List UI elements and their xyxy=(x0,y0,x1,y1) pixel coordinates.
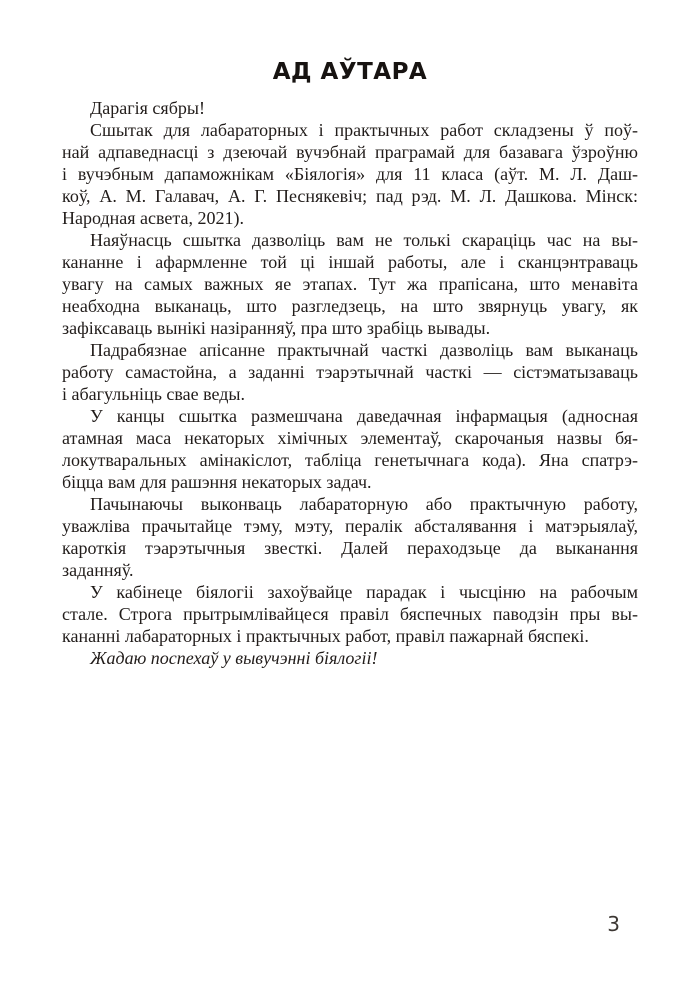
text-line: заданняў. xyxy=(62,560,134,580)
page-number: 3 xyxy=(607,912,620,936)
text-line: работу самастойна, а заданні тэарэтычнай часткі — сістэматызаваць xyxy=(62,362,638,382)
text-line: Народная асвета, 2021). xyxy=(62,208,244,228)
paragraph xyxy=(62,339,638,405)
text-line: Дарагія сябры! xyxy=(90,98,205,118)
text-line: зафіксаваць вынікі назіранняў, пра што зрабіць вывады. xyxy=(62,318,491,338)
text-line: коў, А. М. Галавач, А. Г. Песнякевіч; пад рэд. М. Л. Дашкова. Мінск: xyxy=(62,186,638,206)
paragraph xyxy=(62,119,638,229)
text-line: Наяўнасць сшытка дазволіць вам не толькі скараціць час на вы- xyxy=(90,230,638,250)
text-line: і вучэбным дапаможнікам «Біялогія» для 11 класа (аўт. М. Л. Даш- xyxy=(62,164,638,184)
paragraph xyxy=(62,581,638,647)
text-line: Сшытак для лабараторных і практычных работ складзены ў поў- xyxy=(90,120,638,140)
text-line: най адпаведнасці з дзеючай вучэбнай праграмай для базавага ўзроўню xyxy=(62,142,638,162)
text-line: кананні лабараторных і практычных работ, правіл пажарнай бяспекі. xyxy=(62,626,589,646)
text-line: локутваральных амінакіслот, табліца генетычнага кода). Яна спатрэ- xyxy=(62,450,638,470)
text-line: стале. Строга прытрымлівайцеся правіл бяспечных паводзін пры вы- xyxy=(62,604,638,624)
text-line: біцца вам для рашэння некаторых задач. xyxy=(62,472,372,492)
text-line: неабходна выканаць, што разгледзець, на што звярнуць увагу, як xyxy=(62,296,638,316)
text-line: Падрабязнае апісанне практычнай часткі дазволіць вам выканаць xyxy=(90,340,638,360)
paragraph xyxy=(62,229,638,339)
paragraph xyxy=(62,647,638,669)
paragraph xyxy=(62,405,638,493)
text-line: і абагульніць свае веды. xyxy=(62,384,246,404)
paragraph xyxy=(62,493,638,581)
text-line: У канцы сшытка размешчана даведачная інфармацыя (адносная xyxy=(90,406,638,426)
paragraph xyxy=(62,97,638,119)
text-line: кароткія тэарэтычныя звесткі. Далей пераходзьце да выканання xyxy=(62,538,638,558)
text-line: Пачынаючы выконваць лабараторную або практычную работу, xyxy=(90,494,638,514)
text-line: Жадаю поспехаў у вывучэнні біялогіі! xyxy=(90,648,378,668)
body-text xyxy=(62,97,638,669)
text-line: увагу на самых важных яе этапах. Тут жа прапісана, што менавіта xyxy=(62,274,638,294)
text-line: атамная маса некаторых хімічных элементаў, скарочаныя назвы бя- xyxy=(62,428,638,448)
text-line: У кабінеце біялогіі захоўвайце парадак і чысціню на рабочым xyxy=(90,582,638,602)
text-line: уважліва прачытайце тэму, мэту, пералік абсталявання і матэрыялаў, xyxy=(62,516,638,536)
page-title: АД АЎТАРА xyxy=(272,59,428,85)
text-line: кананне і афармленне той ці іншай работы, але і сканцэнтраваць xyxy=(62,252,638,272)
